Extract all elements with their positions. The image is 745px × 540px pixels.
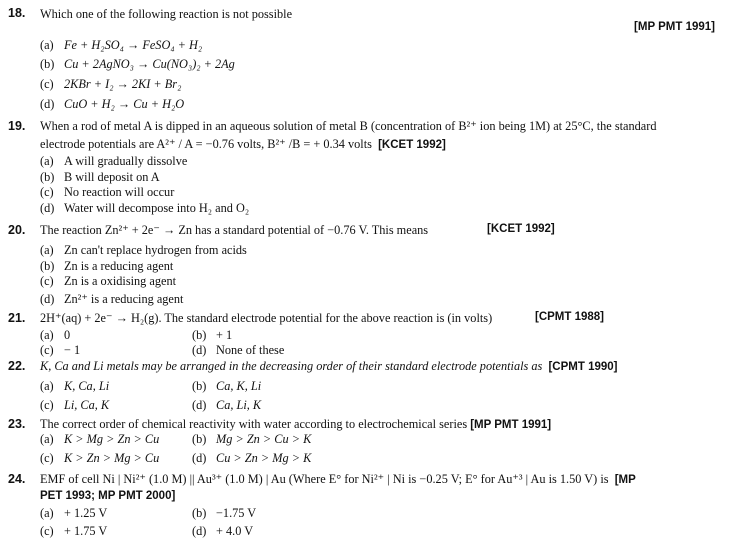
option-a: (a) + 1.25 V (40, 506, 108, 520)
question-stem-line-2: electrode potentials are A²⁺ / A = −0.76 volts, B²⁺ /B = + 0.34 volts [KCET 1992] (40, 137, 446, 151)
option-b: (b) Mg > Zn > Cu > K (192, 432, 312, 446)
question-stem: Which one of the following reaction is not possible (40, 7, 293, 21)
question-number: 18. (8, 6, 26, 20)
option-d: (d) Zn²⁺ is a reducing agent (40, 292, 184, 306)
question-number: 24. (8, 472, 26, 486)
option-a: (a) K, Ca, Li (40, 379, 110, 393)
option-a: (a) 0 (40, 328, 71, 342)
option-c: (c) + 1.75 V (40, 524, 108, 538)
option-d: (d) Water will decompose into H₂ and O₂ (40, 201, 250, 215)
option-b: (b) Ca, K, Li (192, 379, 262, 393)
option-b: (b) B will deposit on A (40, 170, 160, 184)
question-number: 23. (8, 417, 26, 431)
question-stem: The correct order of chemical reactivity with water according to electrochemical series [MP PMT 1991] (40, 417, 552, 431)
option-d: (d) Ca, Li, K (192, 398, 262, 412)
source-tag: [MP PMT 1991] (634, 21, 715, 33)
option-a: (a) A will gradually dissolve (40, 154, 188, 168)
option-d: (d) + 4.0 V (192, 524, 254, 538)
option-c: (c) Zn is a oxidising agent (40, 274, 177, 288)
option-d: (d) Cu > Zn > Mg > K (192, 451, 312, 465)
source-tag: [CPMT 1990] (548, 361, 618, 373)
question-number: 22. (8, 359, 26, 373)
option-a: (a) Fe + H₂SO₄ → FeSO₄ + H₂ (40, 38, 203, 52)
option-c: (c) No reaction will occur (40, 185, 175, 199)
question-stem: 2H⁺(aq) + 2e⁻ → H₂(g). The standard electrode potential for the above reaction is (in volts) (40, 311, 493, 325)
option-c: (c) 2KBr + I₂ → 2KI + Br₂ (40, 77, 182, 91)
question-stem-line-1: When a rod of metal A is dipped in an aqueous solution of metal B (concentration of B²⁺ ion being 1M) at 25°C, the standard (40, 119, 657, 133)
question-stem: K, Ca and Li metals may be arranged in the decreasing order of their standard electrode potentials as [CPMT 1990] (40, 359, 618, 373)
option-b: (b) Zn is a reducing agent (40, 259, 174, 273)
option-c: (c) − 1 (40, 343, 81, 357)
source-tag: [KCET 1992] (378, 139, 446, 151)
source-tag: [KCET 1992] (487, 223, 555, 235)
option-b: (b) Cu + 2AgNO₃ → Cu(NO₃)₂ + 2Ag (40, 57, 235, 71)
question-number: 21. (8, 311, 26, 325)
question-number: 20. (8, 223, 26, 237)
option-a: (a) K > Mg > Zn > Cu (40, 432, 160, 446)
option-d: (d) CuO + H₂ → Cu + H₂O (40, 97, 185, 111)
option-c: (c) Li, Ca, K (40, 398, 110, 412)
question-number: 19. (8, 119, 26, 133)
question-stem: The reaction Zn²⁺ + 2e⁻ → Zn has a standard potential of −0.76 V. This means (40, 223, 429, 237)
option-d: (d) None of these (192, 343, 285, 357)
source-tag-part-2: PET 1993; MP PMT 2000] (40, 490, 176, 502)
source-tag-part-1: [MP (614, 474, 636, 486)
source-tag: [MP PMT 1991] (470, 419, 552, 431)
option-c: (c) K > Zn > Mg > Cu (40, 451, 160, 465)
source-tag: [CPMT 1988] (535, 311, 605, 323)
option-a: (a) Zn can't replace hydrogen from acids (40, 243, 247, 257)
question-stem-line-1: EMF of cell Ni | Ni²⁺ (1.0 M) || Au³⁺ (1.0 M) | Au (Where E° for Ni²⁺ | Ni is −0.25 V; E° for Au⁺³ | Au is 1.50 V) is [MP (40, 472, 636, 486)
option-b: (b) −1.75 V (192, 506, 257, 520)
option-b: (b) + 1 (192, 328, 233, 342)
